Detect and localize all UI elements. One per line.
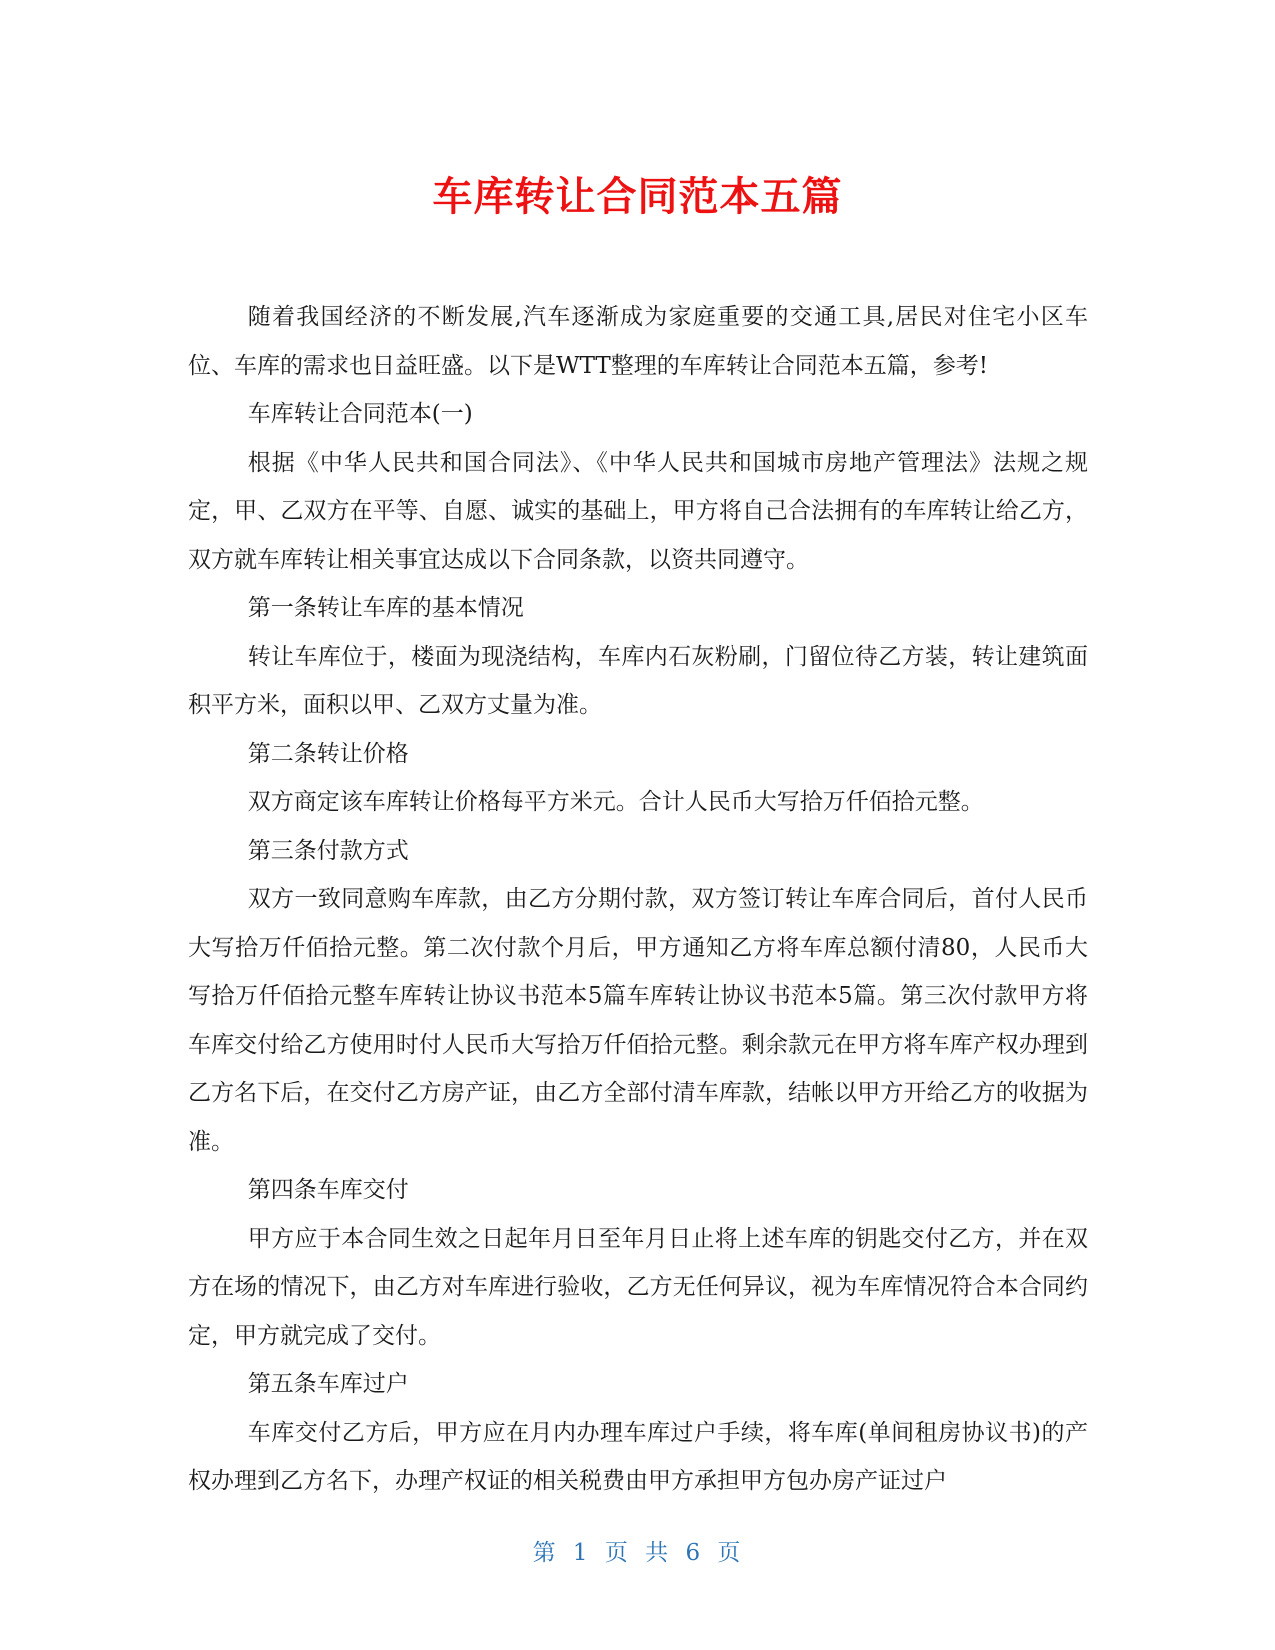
section-heading: 第三条付款方式 [247, 837, 409, 864]
section-heading: 第五条车库过户 [247, 1371, 409, 1397]
section-heading: 第四条车库交付 [247, 1177, 409, 1203]
document-title: 车库转让合同范本五篇 [432, 174, 843, 220]
paragraph: 车库交付乙方后，甲方应在月内办理车库过户手续，将车库(单间租房协议书)的产权办理到乙方名下，办理产权证的相关税费由甲方承担甲方包办房产证过户 [188, 1419, 1088, 1494]
paragraph: 转让车库位于，楼面为现浇结构，车库内石灰粉刷，门留位待乙方装，转让建筑面积平方米，面积以甲、乙双方丈量为准。 [188, 643, 1088, 718]
section-heading: 第一条转让车库的基本情况 [247, 595, 524, 621]
paragraph: 双方商定该车库转让价格每平方米元。合计人民币大写拾万仟佰拾元整。 [247, 789, 984, 815]
section-heading: 第二条转让价格 [247, 740, 409, 767]
page-number-footer: 第 1 页 共 6 页 [532, 1540, 743, 1566]
document-body [188, 293, 1088, 1506]
paragraph: 双方一致同意购车库款，由乙方分期付款，双方签订转让车库合同后，首付人民币大写拾万仟佰拾元整。第二次付款个月后，甲方通知乙方将车库总额付清80，人民币大写拾万仟佰拾元整车库转让协议书范本5篇车库转让协议书范本5篇。第三次付款甲方将车库交付给乙方使用时付人民币大写拾万仟佰拾元整。剩余款元在甲方将车库产权办理到乙方名下后，在交付乙方房产证，由乙方全部付清车库款，结帐以甲方开给乙方的收据为准。 [188, 886, 1088, 1155]
paragraph: 甲方应于本合同生效之日起年月日至年月日止将上述车库的钥匙交付乙方，并在双方在场的情况下，由乙方对车库进行验收，乙方无任何异议，视为车库情况符合本合同约定，甲方就完成了交付。 [188, 1225, 1088, 1349]
paragraph: 根据《中华人民共和国合同法》、《中华人民共和国城市房地产管理法》法规之规定，甲、乙双方在平等、自愿、诚实的基础上，甲方将自己合法拥有的车库转让给乙方，双方就车库转让相关事宜达成以下合同条款，以资共同遵守。 [188, 449, 1088, 573]
paragraph-intro: 随着我国经济的不断发展,汽车逐渐成为家庭重要的交通工具,居民对住宅小区车位、车库的需求也日益旺盛。以下是WTT整理的车库转让合同范本五篇，参考! [188, 304, 1088, 379]
section-heading: 车库转让合同范本(一) [247, 401, 473, 427]
